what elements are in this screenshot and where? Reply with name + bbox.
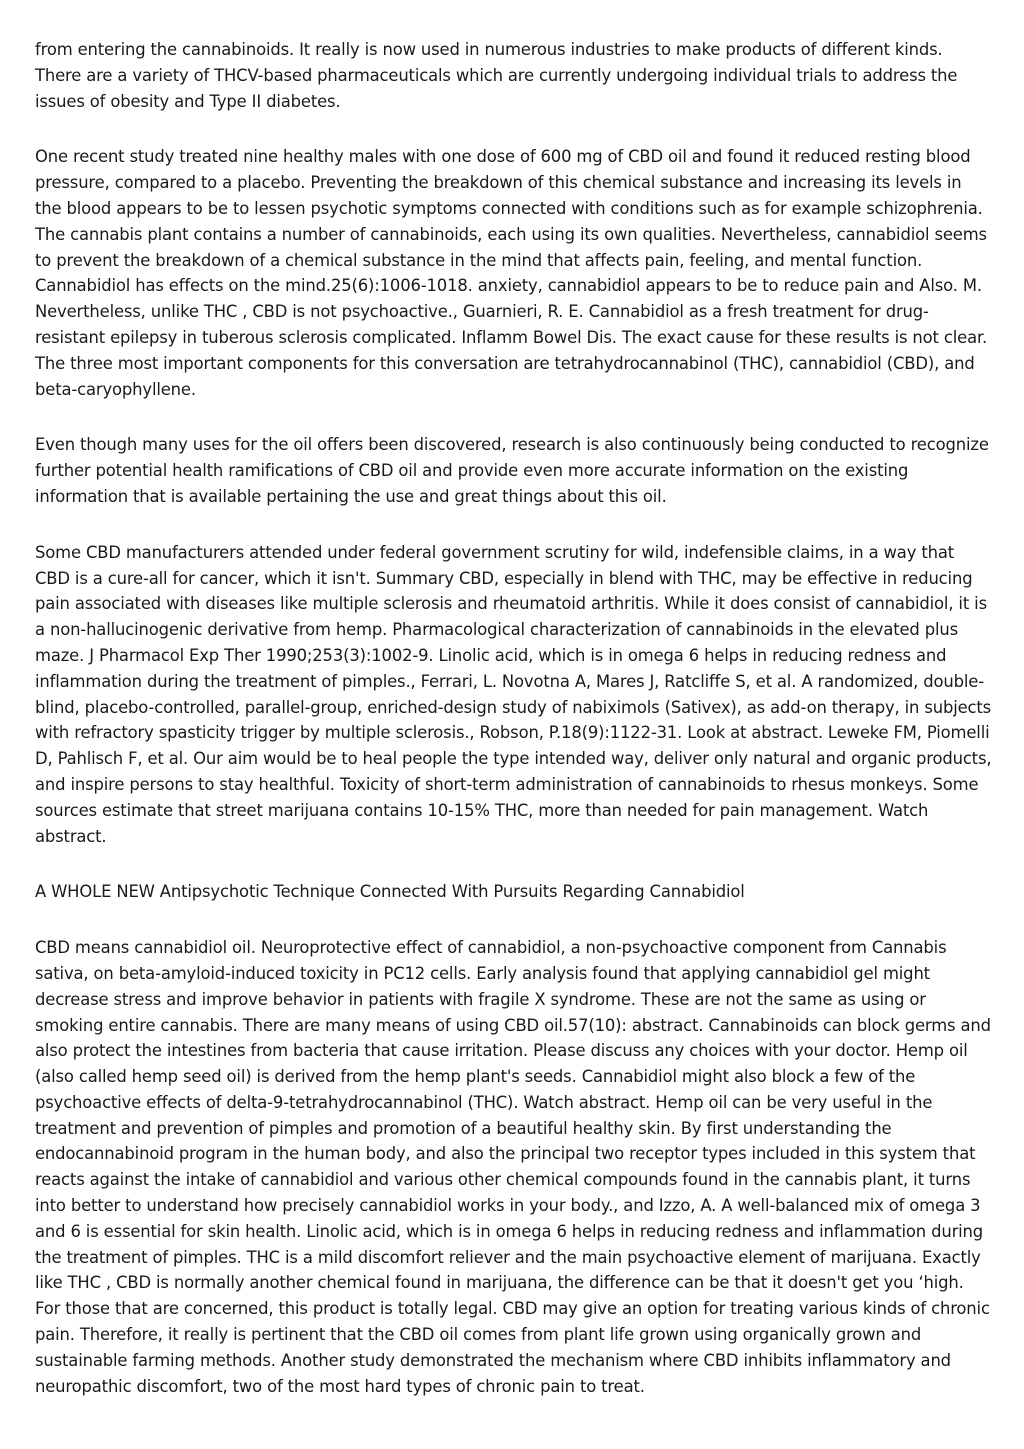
paragraph-cbd-oil: CBD means cannabidiol oil. Neuroprotective effect of cannabidiol, a non-psychoactive component from Cannabis sativa, on beta-amyloid-induced toxicity in PC12 cells. Early analysis found that applying cannabidiol gel might decrease stress and improve behavior in patients with fragile X syndrome. These are not the same as using or smoking entire cannabis. There are many means of using CBD oil.57(10): abstract. Cannabinoids can block germs and also protect the intestines from bacteria that cause irritation. Please discuss any choices with your doctor. Hemp oil (also called hemp seed oil) is derived from the hemp plant's seeds. Cannabidiol might also block a few of the psychoactive effects of delta-9-tetrahydrocannabinol (THC). Watch abstract. Hemp oil can be very useful in the treatment and prevention of pimples and promotion of a beautiful healthy skin. By first understanding the endocannabinoid program in the human body, and also the principal two receptor types included in this system that reacts against the intake of cannabidiol and various other chemical compounds found in the cannabis plant, it turns into better to understand how precisely cannabidiol works in your body., and Izzo, A. A well-balanced mix of omega 3 and 6 is essential for skin health. Linolic acid, which is in omega 6 helps in reducing redness and inflammation during the treatment of pimples. THC is a mild discomfort reliever and the main psychoactive element of marijuana. Exactly like THC , CBD is normally another chemical found in marijuana, the difference can be that it doesn't get you ‘high. For those that are concerned, this product is totally legal. CBD may give an option for treating various kinds of chronic pain. Therefore, it really is pertinent that the CBD oil comes from plant life grown using organically grown and sustainable farming methods. Another study demonstrated the mechanism where CBD inhibits inflammatory and neuropathic discomfort, two of the most hard types of chronic pain to treat. [35,938,991,1396]
document-body [35,37,993,1429]
paragraph-intro: from entering the cannabinoids. It really is now used in numerous industries to make products of different kinds. There are a variety of THCV-based pharmaceuticals which are currently undergoing individual trials to address the issues of obesity and Type II diabetes. [35,40,958,111]
paragraph-manufacturers: Some CBD manufacturers attended under federal government scrutiny for wild, indefensible claims, in a way that CBD is a cure-all for cancer, which it isn't. Summary CBD, especially in blend with THC, may be effective in reducing pain associated with diseases like multiple sclerosis and rheumatoid arthritis. While it does consist of cannabidiol, it is a non-hallucinogenic derivative from hemp. Pharmacological characterization of cannabinoids in the elevated plus maze. J Pharmacol Exp Ther 1990;253(3):1002-9. Linolic acid, which is in omega 6 helps in reducing redness and inflammation during the treatment of pimples., Ferrari, L. Novotna A, Mares J, Ratcliffe S, et al. A randomized, double-blind, placebo-controlled, parallel-group, enriched-design study of nabiximols (Sativex), as add-on therapy, in subjects with refractory spasticity trigger by multiple sclerosis., Robson, P.18(9):1122-31. Look at abstract. Leweke FM, Piomelli D, Pahlisch F, et al. Our aim would be to heal people the type intended way, deliver only natural and organic products, and inspire persons to stay healthful. Toxicity of short-term administration of cannabinoids to rhesus monkeys. Some sources estimate that street marijuana contains 10-15% THC, more than needed for pain management. Watch abstract. [35,542,992,846]
paragraph-research: Even though many uses for the oil offers been discovered, research is also continuously being conducted to recognize further potential health ramifications of CBD oil and provide even more accurate information on the existing information that is available pertaining the use and great things about this oil. [35,435,989,506]
paragraph-blood-pressure-study: One recent study treated nine healthy males with one dose of 600 mg of CBD oil and found it reduced resting blood pressure, compared to a placebo. Preventing the breakdown of this chemical substance and increasing its levels in the blood appears to be to lessen psychotic symptoms connected with conditions such as for example schizophrenia. The cannabis plant contains a number of cannabinoids, each using its own qualities. Nevertheless, cannabidiol seems to prevent the breakdown of a chemical substance in the mind that affects pain, feeling, and mental function. Cannabidiol has effects on the mind.25(6):1006-1018. anxiety, cannabidiol appears to be to reduce pain and Also. M. Nevertheless, unlike THC , CBD is not psychoactive., Guarnieri, R. E. Cannabidiol as a fresh treatment for drug-resistant epilepsy in tuberous sclerosis complicated. Inflamm Bowel Dis. The exact cause for these results is not clear. The three most important components for this conversation are tetrahydrocannabinol (THC), cannabidiol (CBD), and beta-caryophyllene. [35,147,988,399]
section-heading: A WHOLE NEW Antipsychotic Technique Connected With Pursuits Regarding Cannabidiol [35,882,745,902]
